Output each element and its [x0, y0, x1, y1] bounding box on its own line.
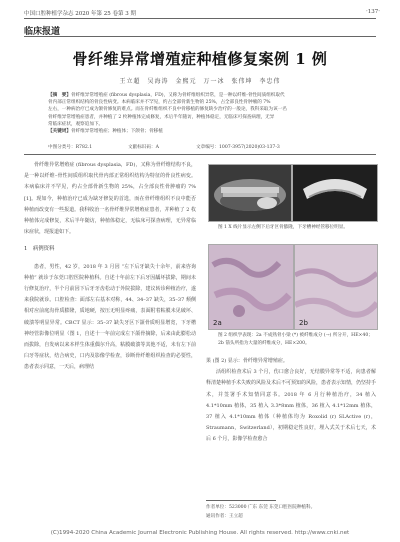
abstract-line-2: 骨内部正常组织结构的骨良性病变。本病临床并不罕见，约占全部骨新生物的 25%，占全部良性骨肿瘤的 7%: [48, 100, 271, 106]
article-title: 骨纤维异常增殖症种植修复案例 1 例: [72, 50, 328, 68]
clc-number: 中图分类号：R782.1: [48, 145, 93, 150]
figure-label-2b: 2b: [299, 319, 308, 327]
meta-rule: [24, 154, 376, 155]
intro-paragraph: 骨纤维异常增殖症 (fibrous dysplasia，FD)，又称为骨纤维结构不良，是一种以纤维–骨性间质组织取代骨内部正常组织结构为特征的骨良性病变。本病临床并不罕见，约占全部骨新生物的 25%，占全部良性骨肿瘤的 7% [1]。现如今，种植治疗已成为缺牙修复的首选，而在骨纤维组织不良中能否种植而改变有一些报道。我科收治一名骨纤维异常增殖症患者，并种植了 2 枚种植体完成修复，术后半年随访，种植体稳定，无临床可探查病理，无异常临床症状，现报道如下。: [24, 162, 196, 236]
section-rule: [24, 36, 376, 37]
keywords-text: 骨纤维异常增殖症；种植体；下颌骨；骨移植: [70, 129, 163, 135]
case-paragraph: 患者，男性，42 岁，2018 年 3 月因 “左下后牙缺失十余年，前来咨询种植” 就诊于东莞口腔医院种植科。自述十年前左下后牙因龋坏拔除，期间未行修复治疗，半个月前因下后牙牙齿松动于外院拔除，建议转诊种植治疗，遂来我院就诊。口腔检查：面部左右基本对称，44、34–37 缺失，35–37 颊侧相对应前庭沟骨质膨隆，质地硬，按压无明显疼痛，表面附着粘膜未见破坏、破溃等明显异常。CBCT 显示：35–37 缺失牙区下颌骨质明显增宽，下牙槽神经管影像位明显（图 1，自述十一年前完成左下颌骨摘除，后来由此膨松动而拔除，自发病以来本样生体重偶尔升高，粘膜破溃等其他不适，未有左下前臼牙等症状，结合病史，口内及影像学检查，诊断骨纤维组织检查的必要性，患者表示同意，一天后，病理结: [24, 263, 196, 371]
footnote-affiliation: 作者单位：523000 广东 东莞 东莞口腔医院种植科。: [206, 505, 316, 510]
copyright-footer: (C)1994-2020 China Academic Journal Electronic Publishing House. All rights reserved. http://www.cnki.net: [50, 530, 350, 536]
figure-label-2a: 2a: [213, 319, 222, 327]
section-label: 临床报道: [24, 27, 61, 37]
histology-2a-graphic: [209, 245, 293, 329]
section-heading-case: 1 病例资料: [24, 246, 55, 253]
cbct-slice-graphic: [293, 165, 377, 221]
figure-1-caption: 图 1 X 线片显示左侧下后牙区骨膨隆，下牙槽神经管移位明显。: [218, 225, 349, 230]
left-column: [24, 160, 196, 374]
article-number: 文章编号：1007-3957(2020)03-137-3: [196, 145, 280, 150]
abstract: [48, 92, 352, 135]
keywords-line: [48, 128, 352, 135]
abstract-label: 【摘 要】: [48, 93, 71, 98]
abstract-line-4: 骨纤维异常增殖症患者，并种植了 2 枚种植体完成修复，术后半年随访，种植体稳定，无临床可探查病理，无异: [48, 114, 275, 120]
footnote-corresponding: 通讯作者：王立超: [206, 514, 243, 519]
page-number: ·137·: [366, 9, 380, 15]
figure-2-caption: 图 2 组织学表现：2a 不成熟骨小梁 (*) 被纤维成分 (→) 所分开，HE×40；2b 箭头所指为大量的纤维成分，HE×200。: [218, 333, 373, 346]
abstract-line-1: 【摘 要】骨纤维异常增殖症 (fibrous dysplasia，FD)，又称为骨纤维组织异常，是一种以纤维-骨性间质组织取代: [48, 93, 285, 98]
document-code: 文献标识码：A: [128, 145, 159, 150]
histology-image-2b: [294, 244, 378, 330]
treatment-paragraph: 活组织检查术后 3 个月，伤口愈合良好，无结膜异常等不适，向患者解释清楚种植手术失败的风险及术后不可预知的风险，患者表示知情，仍坚持手术，并签署手术知情同意书。2018 年 6 月行种植治疗，34 植入 4.1*10mm 植体，35 植入 3.3*8mm 植体，36 植入 4.1*12mm 植体，37 植入 4.1*10mm 植体（种植体均为 Roxolid (r) SLActive (r)，Straumann，Switzerland），初期稳定性良好，埋入式关于术后七天，术后 6 个月，影像学检查愈合: [206, 369, 377, 443]
footnote-rule: [206, 500, 276, 501]
panoramic-xray-graphic: [209, 165, 291, 221]
cbct-slice-image: [292, 164, 378, 222]
panoramic-xray-image: [208, 164, 292, 222]
histology-2b-graphic: [295, 245, 377, 329]
journal-header: 中国口腔种植学杂志 2020 年第 25 卷第 3 期: [24, 11, 136, 17]
authors: 王立超 吴海涛 金熙元 万一冰 张伟坤 李忠伟: [119, 78, 281, 85]
header-rule: [24, 18, 376, 19]
right-column: [206, 356, 376, 446]
pathology-result: 果 (图 2) 显示：骨纤维异常增殖症。: [206, 358, 288, 364]
abstract-line-3: 左右，一种病治疗已成为颌骨修复的难点。而在骨纤维组织不良中骨移植的修复缺少治疗的一般论，我科采取为该一名: [48, 107, 287, 113]
histology-image-2a: [208, 244, 294, 330]
keywords-label: 【关键词】: [48, 129, 71, 135]
abstract-line-5: 常临床症状，观察追加下。: [48, 121, 104, 127]
